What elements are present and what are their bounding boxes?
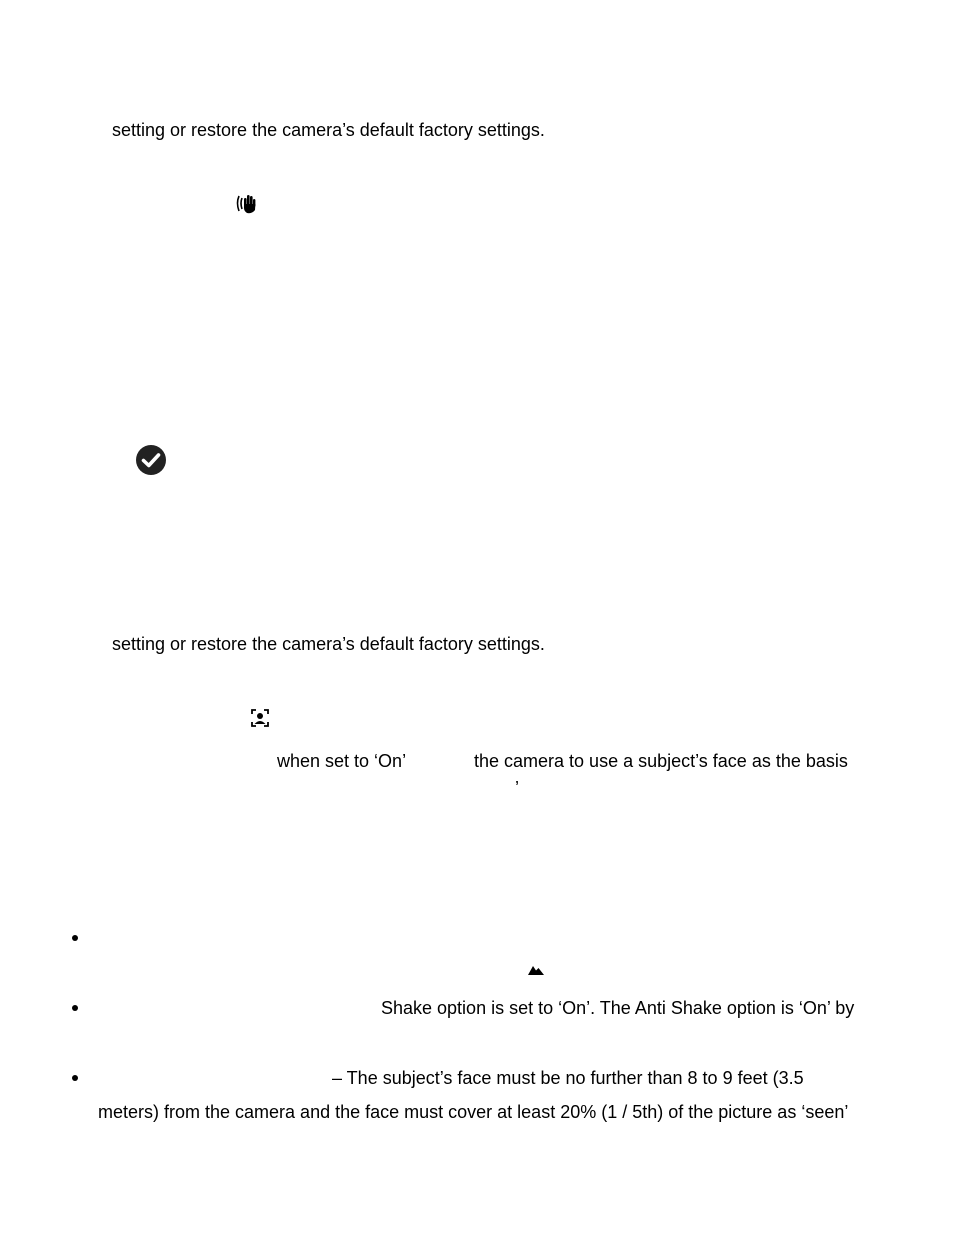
note-face-distance-line1: – The subject’s face must be no further than 8 to 9 feet (3.5 bbox=[332, 1068, 804, 1088]
bullet-3 bbox=[72, 1075, 78, 1081]
anti-shake-hand-icon bbox=[234, 193, 260, 215]
face-detect-fragment-on: when set to ‘On’ bbox=[277, 751, 407, 771]
face-detect-fragment-description: the camera to use a subject’s face as the basis bbox=[474, 751, 848, 771]
note-anti-shake: Shake option is set to ‘On’. The Anti Shake option is ‘On’ by bbox=[381, 998, 855, 1018]
bullet-1 bbox=[72, 935, 78, 941]
face-detect-fragment-apostrophe: ’ bbox=[515, 778, 519, 798]
text-line-reset-settings-2: setting or restore the camera’s default factory settings. bbox=[112, 634, 545, 654]
note-face-distance-line2: meters) from the camera and the face must cover at least 20% (1 / 5th) of the picture as ‘seen’ bbox=[98, 1102, 849, 1122]
text-line-reset-settings-1: setting or restore the camera’s default factory settings. bbox=[112, 120, 545, 140]
checkmark-circle-icon bbox=[134, 443, 168, 477]
bullet-2 bbox=[72, 1005, 78, 1011]
landscape-mountain-icon bbox=[528, 964, 544, 976]
face-detection-icon bbox=[251, 709, 269, 727]
